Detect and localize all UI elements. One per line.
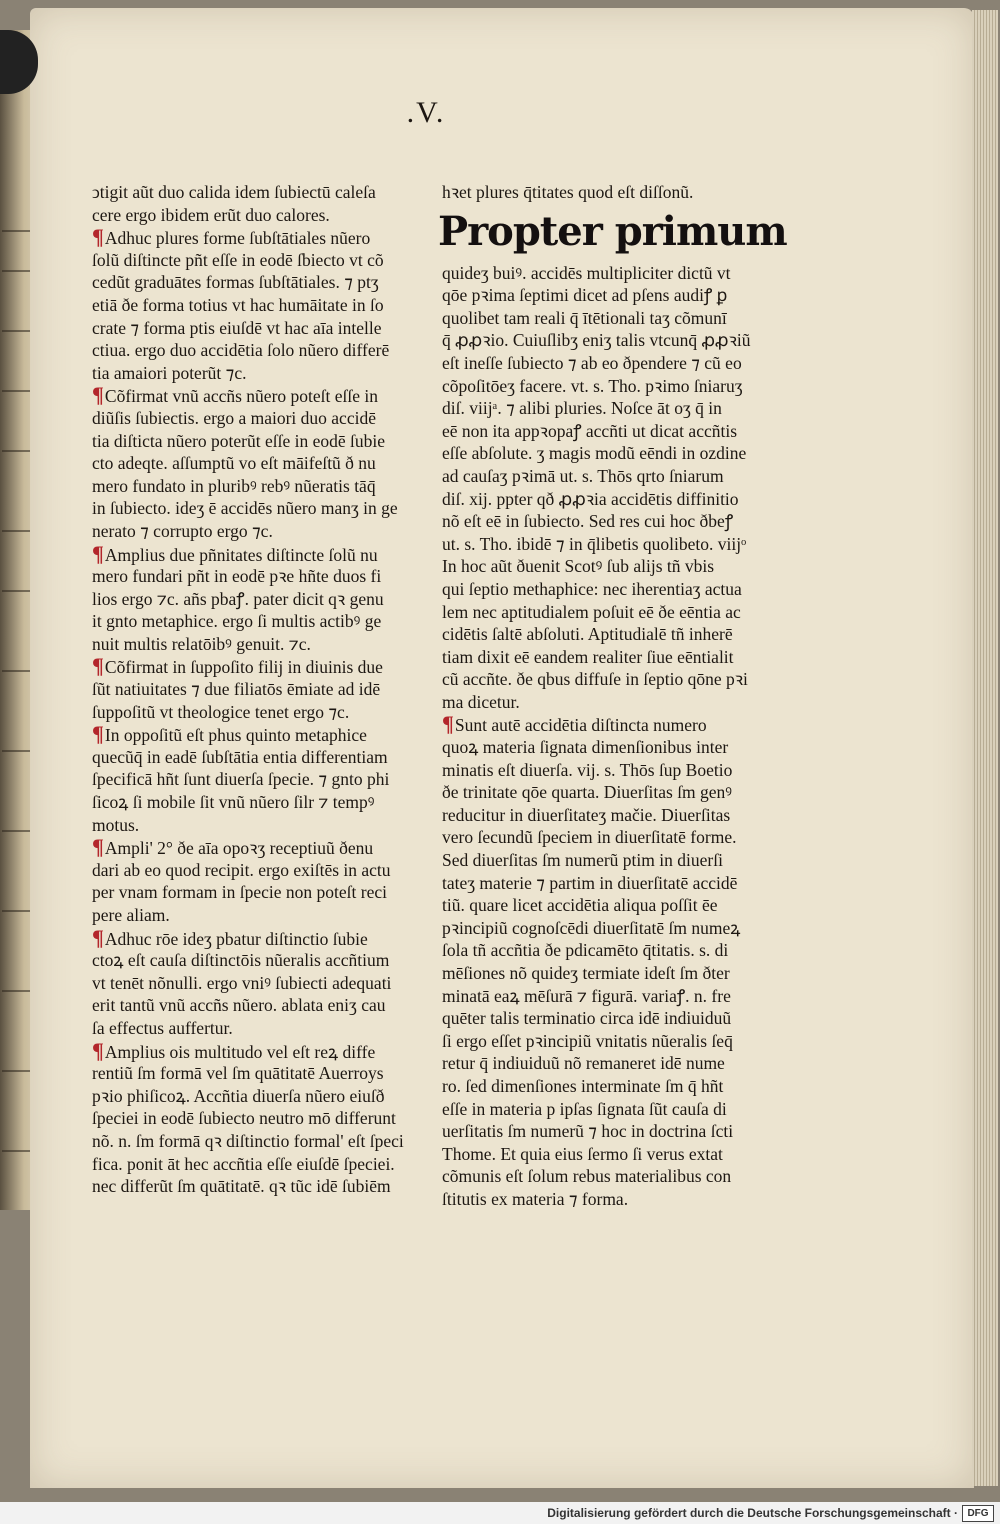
line-text: eſt ineſſe ſubiecto ⁊ ab eo ðpendere ⁊ cũ eo [442, 352, 742, 373]
line-text: pere aliam. [92, 905, 170, 925]
line-text: cũ accñte. ðe qbus diffuſe in ſeptio qōne pꝛi [442, 669, 748, 690]
text-line [442, 1098, 760, 1121]
line-text: mero fundari pñt in eodē pꝛe hñte duos fi [92, 566, 382, 587]
line-text: Amplius due pñnitates diſtincte ſolũ nu [104, 544, 378, 565]
line-text: cidētis ſaltē abſoluti. Aptitudialē tñ inherē [442, 624, 733, 645]
line-text: ctiua. ergo duo accidētia ſolo nũero differē [92, 340, 390, 361]
line-text: ſicoꝝ ſi mobile ſit vnũ nũero ſilr ⁊ tempꝰ [92, 792, 375, 813]
text-line [92, 362, 404, 385]
line-text: cõmunis eſt ſolum rebus materialibus con [442, 1166, 732, 1187]
line-text: eſſe abſolute. ʒ magis modũ eēndi in ozdine [442, 443, 747, 464]
rubricated-paragraph-mark: ¶ [92, 384, 104, 407]
line-text: minatis eſt diuerſa. vij. s. Thōs ſup Boetio [442, 759, 733, 780]
line-text: tia diſticta nũero poterũt eſſe in eodē ſubie [92, 430, 386, 451]
text-line [442, 329, 760, 352]
line-text: nõ eſt eē in ſubiecto. Sed res cui hoc ðbeꝭ [442, 511, 734, 532]
text-line [92, 543, 404, 566]
text-line [92, 633, 404, 656]
line-text: uerſitatis ſm numerũ ⁊ hoc in doctrina ſcti [442, 1121, 734, 1142]
text-line [92, 452, 404, 475]
line-text: mero fundato in pluribꝰ rebꝰ nũeratis tāq̄ [92, 475, 376, 496]
line-text: Adhuc plures forme ſubſtātiales nũero [104, 228, 371, 249]
line-text: nerato ⁊ corrupto ergo ⁊c. [92, 520, 273, 541]
text-line [92, 497, 404, 520]
text-line [92, 430, 404, 453]
text-line [442, 826, 760, 849]
text-line [442, 601, 760, 624]
line-text: ut. s. Tho. ibidē ⁊ in q̄libetis quolibeto. viijᵒ [442, 533, 747, 554]
text-line [442, 555, 760, 578]
line-text: diũſis ſubiectis. ergo a maiori duo accidē [92, 407, 376, 428]
digitization-footer [0, 1502, 1000, 1524]
text-line [92, 701, 404, 724]
right-column-body [442, 262, 760, 1211]
text-line [442, 307, 760, 330]
text-line [442, 872, 760, 895]
line-text: crate ⁊ forma ptis eiuſdē vt hac aīa intelle [92, 317, 382, 338]
line-text: diſ. xij. ppter qð ꝓꝓꝛia accidētis diffinitio [442, 488, 739, 509]
text-line [92, 1130, 404, 1153]
rubricated-paragraph-mark: ¶ [92, 926, 104, 950]
text-line [442, 668, 760, 691]
line-text: minatā eaꝝ mēſurā ⁊ figurā. variaꝭ. n. fre [442, 985, 731, 1006]
line-text: quideʒ buiꝰ. accidēs multipliciter dictũ vt [442, 262, 731, 283]
text-line [442, 781, 760, 804]
text-line [442, 1075, 760, 1098]
line-text: diſ. viijᵃ. ⁊ alibi pluries. Noſce āt oʒ q̄ in [442, 398, 722, 419]
text-line [92, 181, 404, 204]
dfg-logo: DFG [962, 1505, 994, 1522]
line-text: tia amaiori poterũt ⁊c. [92, 362, 247, 383]
text-line [92, 204, 404, 227]
line-text: ſtitutis ex materia ⁊ forma. [442, 1188, 629, 1209]
text-line [92, 904, 404, 927]
text-line [92, 746, 404, 769]
line-text: vt tenēt nõnulli. ergo vniꝰ ſubiecti adequati [92, 972, 392, 993]
text-line [442, 1143, 760, 1166]
line-text: quoꝝ materia ſignata dimenſionibus inter [442, 737, 729, 758]
left-text-column [92, 181, 404, 1198]
line-text: In oppoſitũ eſt phus quinto metaphice [104, 725, 367, 746]
text-line [442, 962, 760, 985]
line-text: q̄ ꝓꝓꝛio. Cuiuſlibʒ eniʒ talis vtcunq̄ ꝓꝓꝛiũ [442, 330, 751, 351]
line-text: dari ab eo quod recipit. ergo exiſtēs in actu [92, 859, 391, 880]
text-line [92, 384, 404, 407]
text-line [442, 759, 760, 782]
text-line [92, 994, 404, 1017]
text-line [442, 894, 760, 917]
text-line [442, 1188, 760, 1211]
text-line [442, 375, 760, 398]
text-line [442, 533, 760, 556]
line-text: qui ſeptio methaphice: nec iherentiaʒ actua [442, 578, 742, 599]
text-line [442, 397, 760, 420]
line-text: Cõfirmat in ſuppoſito filij in diuinis due [104, 657, 383, 678]
text-line [92, 1040, 404, 1063]
text-line [92, 271, 404, 294]
line-text: nuit multis relatōibꝰ genuit. ⁊c. [92, 633, 311, 654]
text-line [442, 284, 760, 307]
text-line [92, 927, 404, 950]
text-line [92, 655, 404, 678]
text-line [442, 646, 760, 669]
line-text: ſũt natiuitates ⁊ due filiatōs ēmiate ad idē [92, 679, 381, 700]
line-text: tiũ. quare licet accidētia aliqua poſſit ēe [442, 895, 718, 916]
text-line [92, 972, 404, 995]
text-line [442, 713, 760, 736]
line-text: In hoc aũt ðuenit Scotꝰ ſub alijs tñ vbis [442, 556, 715, 577]
text-line [92, 791, 404, 814]
text-line [92, 317, 404, 340]
text-line [92, 723, 404, 746]
text-line [92, 814, 404, 837]
text-line [92, 678, 404, 701]
text-line [92, 1017, 404, 1040]
line-text: lios ergo ⁊c. añs pbaꝭ. pater dicit qꝛ genu [92, 588, 384, 609]
text-line [442, 1120, 760, 1143]
text-line [92, 1175, 404, 1198]
line-text: ſpeciei in eodē ſubiecto neutro mō differunt [92, 1108, 396, 1129]
line-text: quecũq̄ in eadē ſubſtātia entia differentiam [92, 746, 388, 767]
line-text: cedũt graduātes formas ſubſtātiales. ⁊ ptʒ [92, 272, 379, 293]
text-line [92, 768, 404, 791]
text-line: hꝛet plures q̄titates quod eſt diſſonũ. [442, 182, 694, 202]
text-line [92, 588, 404, 611]
line-text: eē non ita appꝛopaꝭ accñti ut dicat accñtis [442, 420, 738, 441]
text-line [442, 420, 760, 443]
text-line [442, 1030, 760, 1053]
line-text: ſa effectus auffertur. [92, 1017, 233, 1038]
line-text: it gnto metaphice. ergo ſi multis actibꝰ ge [92, 611, 382, 632]
text-line [92, 475, 404, 498]
folio-number: .V. [406, 96, 446, 129]
text-line [442, 1052, 760, 1075]
line-text: ſola tñ accñtia ðe pdicamēto q̄titatis. s. di [442, 940, 729, 961]
text-line [92, 339, 404, 362]
text-line [92, 610, 404, 633]
text-line [92, 1153, 404, 1176]
text-line [442, 939, 760, 962]
line-text: eſſe in materia p ipſas ſignata ſũt cauſa di [442, 1098, 727, 1119]
text-line [92, 407, 404, 430]
line-text: erit tantũ vnũ accñs nũero. ablata eniʒ cau [92, 995, 386, 1016]
line-text: ſpecificā hñt ſunt diuerſa ſpecie. ⁊ gnto phi [92, 769, 390, 790]
line-text: ro. ſed dimenſiones interminate ſm q̄ hñt [442, 1075, 724, 1096]
text-line [442, 262, 760, 285]
line-text: quolibet tam reali q̄ ītētionali taʒ cõmunī [442, 307, 727, 328]
text-line [442, 442, 760, 465]
line-text: Sunt autē accidētia diſtincta numero [454, 715, 707, 736]
line-text: mēſiones nõ quideʒ termiate ideſt ſm ðter [442, 963, 730, 983]
line-text: ðe trinitate qōe quarta. Diuerſitas ſm genꝰ [442, 782, 732, 803]
text-line [442, 488, 760, 511]
text-line [92, 859, 404, 882]
section-heading: Propter primum [438, 207, 787, 255]
text-line [442, 804, 760, 827]
rubricated-paragraph-mark: ¶ [92, 723, 104, 746]
line-text: ma dicetur. [442, 691, 520, 712]
text-line [92, 226, 404, 249]
text-line [92, 881, 404, 904]
line-text: Sed diuerſitas ſm numerũ ptim in diuerſi [442, 850, 723, 871]
text-line [92, 520, 404, 543]
text-line [442, 465, 760, 488]
right-text-column [438, 181, 787, 1211]
line-text: nec differũt ſm quātitatē. qꝛ tũc idē ſubiēm [92, 1176, 391, 1197]
line-text: nõ. n. ſm formā qꝛ diſtinctio formal' eſt ſpeci [92, 1130, 404, 1151]
text-line [92, 294, 404, 317]
line-text: tateʒ materie ⁊ partim in diuerſitatē accidē [442, 872, 738, 893]
line-text: Thome. Et quia eius ſermo ſi verus extat [442, 1143, 723, 1164]
line-text: qōe pꝛima ſeptimi dicet ad pſens audiꝭ ꝑ [442, 285, 728, 306]
text-line [442, 736, 760, 759]
line-text: pꝛio phiſicoꝝ. Accñtia diuerſa nũero eiuſð [92, 1085, 385, 1106]
line-text: etiā ðe forma totius vt hac humāitate in ſo [92, 294, 384, 315]
text-line [92, 249, 404, 272]
text-line [442, 352, 760, 375]
line-text: Ampli' 2° ðe aīa opoꝛʒ receptiuũ ðenu [104, 838, 374, 859]
line-text: cere ergo ibidem erũt duo calores. [92, 204, 330, 225]
rubricated-paragraph-mark: ¶ [92, 655, 104, 679]
line-text: motus. [92, 814, 140, 835]
footer-credit: Digitalisierung gefördert durch die Deutsche Forschungsgemeinschaft · [547, 1506, 958, 1520]
text-line [92, 1085, 404, 1108]
rubricated-paragraph-mark: ¶ [92, 1039, 104, 1063]
line-text: ſi ergo eſſet pꝛincipiũ vnitatis nũeralis ſeq̄ [442, 1030, 733, 1051]
line-text: ſolũ diſtincte pñt eſſe in eodē ſbiecto vt cõ [92, 249, 384, 270]
line-text: tiam dixit eē eandem realiter ſiue eēntialit [442, 646, 734, 667]
text-line [442, 917, 760, 940]
line-text: rentiũ ſm formā vel ſm quātitatē Auerroys [92, 1063, 384, 1084]
line-text: fica. ponit āt hec accñtia eſſe eiuſdē ſpeciei. [92, 1153, 395, 1174]
rubricated-paragraph-mark: ¶ [442, 713, 454, 737]
text-line [92, 1062, 404, 1085]
line-text: quēter talis terminatio circa idē indiuiduũ [442, 1008, 732, 1029]
text-line [92, 949, 404, 972]
line-text: in ſubiecto. ideʒ ē accidēs nũero manʒ in ge [92, 498, 398, 519]
text-line [92, 836, 404, 859]
text-line [442, 691, 760, 714]
line-text: cto adeqte. aſſumptũ vo eſt māifeſtũ ð nu [92, 453, 376, 474]
text-line [442, 1007, 760, 1030]
rubricated-paragraph-mark: ¶ [92, 836, 104, 859]
rubricated-paragraph-mark: ¶ [92, 226, 104, 249]
line-text: Adhuc rōe ideʒ pbatur diſtinctio ſubie [104, 928, 368, 949]
text-line [442, 1165, 760, 1188]
line-text: vero ſecundũ ſpeciem in diuerſitatē forme. [442, 827, 737, 848]
line-text: retur q̄ indiuiduũ nõ remaneret idē nume [442, 1053, 725, 1074]
line-text: ctoꝝ eſt cauſa diſtinctōis nũeralis accñtium [92, 950, 390, 971]
line-text: cõpoſitōeʒ facere. vt. s. Tho. pꝛimo ſniaruʒ [442, 375, 743, 396]
text-line [442, 578, 760, 601]
line-text: per vnam formam in ſpecie non poteſt reci [92, 882, 387, 903]
text-line [442, 985, 760, 1008]
line-text: pꝛincipiũ cognoſcēdi diuerſitatē ſm numeꝝ [442, 917, 741, 938]
line-text: ſuppoſitũ vt theologice tenet ergo ⁊c. [92, 701, 350, 722]
text-line [92, 1107, 404, 1130]
line-text: Amplius ois multitudo vel eſt reꝝ diffe [104, 1041, 376, 1062]
line-text: ↄtigit aũt duo calida idem ſubiectū caleſa [92, 182, 376, 202]
text-line [442, 849, 760, 872]
rubricated-paragraph-mark: ¶ [92, 542, 104, 566]
text-line [442, 623, 760, 646]
page-edges [972, 10, 998, 1486]
line-text: lem nec aptitudialem poſuit eē ðe eēntia ac [442, 601, 741, 622]
line-text: Cõfirmat vnũ accñs nũero poteſt eſſe in [104, 386, 379, 407]
line-text: ad cauſaʒ pꝛimā ut. s. Thōs qrto ſniarum [442, 465, 724, 486]
line-text: reducitur in diuerſitateʒ mačie. Diuerſitas [442, 804, 731, 825]
text-line [442, 510, 760, 533]
text-line [92, 565, 404, 588]
